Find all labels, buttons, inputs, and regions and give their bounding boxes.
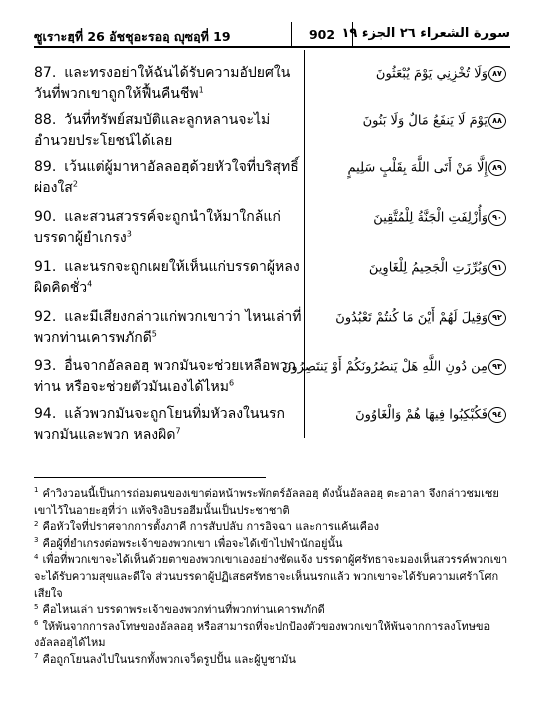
verse-text: วันที่ทรัพย์สมบัติและลูกหลานจะไม่อำนวยประโยชน์ได้เลย bbox=[34, 112, 271, 149]
footnote-number: 7 bbox=[34, 652, 39, 661]
verse-translation bbox=[34, 404, 302, 446]
footnote-ref: 3 bbox=[126, 229, 132, 239]
footnote-separator bbox=[34, 477, 266, 478]
footnote-text: คือไหนเล่า บรรดาพระเจ้าของพวกท่านที่พวกท่านเคารพภักดี bbox=[42, 603, 325, 617]
verse-translation bbox=[34, 110, 302, 152]
arabic-text: إِلَّا مَنْ أَتَى اللَّهَ بِقَلْبٍ سَلِيمٍ bbox=[347, 160, 488, 176]
footnote-text: คำวิงวอนนี้เป็นการถ่อมตนของเขาต่อหน้าพระพักตร์อัลลอฮฺ ดังนั้นอัลลอฮฺ ตะอาลา จึงกล่าวชมเชยเขาไว้ในอายะฮฺที่ว่า แท้จริงอิบรอฮีมนั้นเป็นประชาชาติ bbox=[34, 487, 499, 517]
footnote-ref: 7 bbox=[175, 426, 181, 436]
page-header bbox=[34, 26, 510, 48]
footnote-text: คือถูกโยนลงไปในนรกทั้งพวกเจว็ดรูปปั้น และผู้บูชามัน bbox=[42, 652, 296, 666]
verse-end-marker: ٩٢ bbox=[488, 310, 506, 326]
verse-number: 87. bbox=[34, 65, 57, 81]
verse-arabic bbox=[320, 310, 510, 326]
arabic-text: وَلَا تُخْزِنِي يَوْمَ يُبْعَثُونَ bbox=[375, 66, 488, 82]
verse-text: และทรงอย่าให้ฉันได้รับความอัปยศในวันที่พวกเขาถูกให้ฟื้นคืนชีพ bbox=[34, 65, 291, 102]
verse-arabic bbox=[320, 66, 510, 82]
verse-end-marker: ٩١ bbox=[488, 260, 506, 276]
footnote-number: 2 bbox=[34, 519, 39, 528]
verse-text: และมีเสียงกล่าวแก่พวกเขาว่า ไหนเล่าที่พวกท่านเคารพภักดี bbox=[34, 309, 302, 346]
verse-text: และนรกจะถูกเผยให้เห็นแก่บรรดาผู้หลงผิดคิดชั่ว bbox=[34, 259, 300, 296]
footnote bbox=[34, 536, 510, 553]
footnote-ref: 1 bbox=[198, 85, 204, 95]
verse-arabic bbox=[320, 260, 510, 276]
verse-number: 91. bbox=[34, 259, 57, 275]
verse-text: เว้นแต่ผู้มาหาอัลลอฮฺด้วยหัวใจที่บริสุทธิ์ผ่องใส bbox=[34, 159, 299, 196]
verse-text: แล้วพวกมันจะถูกโยนทิ่มหัวลงในนรกพวกมันและพวก หลงผิด bbox=[34, 406, 285, 443]
verse-number: 89. bbox=[34, 159, 57, 175]
verse-end-marker: ٨٧ bbox=[488, 66, 506, 82]
verse-text: และสวนสวรรค์จะถูกนำให้มาใกล้แก่บรรดาผู้ยำเกรง bbox=[34, 209, 281, 246]
footnote-text: คือหัวใจที่ปราศจากการตั้งภาคี การสับปลับ การอิจฉา และการแค้นเคือง bbox=[42, 520, 379, 534]
footnote-text: เพื่อที่พวกเขาจะได้เห็นด้วยตาของพวกเขาเองอย่างชัดแจ้ง บรรดาผู้ศรัทธาจะมองเห็นสวรรค์พวกเขาจะได้รับความสุขและดีใจ ส่วนบรรดาผู้ปฏิเสธศรัทธาจะเห็นนรกแล้ว พวกเขาจะได้รับความเศร้าโศกเสียใจ bbox=[34, 553, 508, 600]
verse-end-marker: ٨٨ bbox=[488, 113, 506, 129]
footnote-number: 4 bbox=[34, 552, 39, 561]
verse-number: 93. bbox=[34, 358, 57, 374]
verse-arabic bbox=[320, 160, 510, 176]
arabic-text: يَوْمَ لَا يَنفَعُ مَالٌ وَلَا بَنُونَ bbox=[362, 113, 488, 129]
verse-translation bbox=[34, 356, 302, 398]
footnote-number: 5 bbox=[34, 602, 39, 611]
verse-end-marker: ٩٣ bbox=[488, 359, 506, 375]
footnote bbox=[34, 486, 510, 519]
header-surah-thai: ซูเราะฮฺที่ 26 อัชชุอะรออฺ ญุซอฺที่ 19 bbox=[34, 29, 231, 44]
verse-arabic bbox=[320, 210, 510, 226]
footnote bbox=[34, 602, 510, 619]
verse-number: 94. bbox=[34, 406, 57, 422]
arabic-text: وَأُزْلِفَتِ الْجَنَّةُ لِلْمُتَّقِينَ bbox=[373, 210, 488, 226]
footnote-number: 3 bbox=[34, 536, 39, 545]
footnotes bbox=[34, 486, 510, 669]
verse-end-marker: ٨٩ bbox=[488, 160, 506, 176]
verse-end-marker: ٩٠ bbox=[488, 210, 506, 226]
footnote-ref: 4 bbox=[87, 279, 93, 289]
verse-number: 90. bbox=[34, 209, 57, 225]
page-number: 902 bbox=[291, 22, 353, 46]
verse-text: อื่นจากอัลลอฮฺ พวกมันจะช่วยเหลือพวกท่าน หรือจะช่วยตัวมันเองได้ไหม bbox=[34, 358, 296, 395]
verse-translation bbox=[34, 63, 302, 105]
footnote-text: ให้พ้นจากการลงโทษของอัลลอฮฺ หรือสามารถที่จะปกป้องตัวของพวกเขาให้พ้นจากการลงโทษของอัลลอฮฺได้ไหม bbox=[34, 619, 491, 650]
verse-arabic bbox=[320, 407, 510, 423]
verse-translation bbox=[34, 307, 302, 349]
footnote bbox=[34, 619, 510, 652]
footnote bbox=[34, 652, 510, 669]
verse-number: 88. bbox=[34, 112, 57, 128]
verse-translation bbox=[34, 257, 302, 299]
verse-end-marker: ٩٤ bbox=[488, 407, 506, 423]
arabic-text: وَبُرِّزَتِ الْجَحِيمُ لِلْغَاوِينَ bbox=[368, 260, 488, 276]
verse-arabic bbox=[320, 113, 510, 129]
column-divider bbox=[304, 50, 305, 438]
arabic-text: وَقِيلَ لَهُمْ أَيْنَ مَا كُنتُمْ تَعْبُدُونَ bbox=[335, 310, 488, 326]
footnote-ref: 6 bbox=[228, 378, 235, 388]
footnote bbox=[34, 519, 510, 536]
arabic-text: مِن دُونِ اللَّهِ هَلْ يَنصُرُونَكُمْ أَوْ يَنتَصِرُونَ bbox=[281, 359, 488, 375]
footnote-number: 6 bbox=[34, 619, 39, 628]
verse-arabic bbox=[281, 359, 510, 375]
verse-translation bbox=[34, 157, 302, 199]
footnote-ref: 5 bbox=[151, 329, 157, 339]
arabic-text: فَكُبْكِبُوا فِيهَا هُمْ وَالْغَاوُونَ bbox=[355, 407, 488, 423]
header-surah-arabic: سورة الشعراء ٢٦ الجزء ١٩ bbox=[341, 26, 510, 41]
footnote bbox=[34, 552, 510, 602]
footnote-ref: 2 bbox=[72, 179, 78, 189]
footnote-text: คือผู้ที่ยำเกรงต่อพระเจ้าของพวกเขา เพื่อจะได้เข้าไปพำนักอยู่นั้น bbox=[42, 536, 343, 550]
verse-number: 92. bbox=[34, 309, 57, 325]
verse-translation bbox=[34, 207, 302, 249]
footnote-number: 1 bbox=[34, 486, 39, 495]
